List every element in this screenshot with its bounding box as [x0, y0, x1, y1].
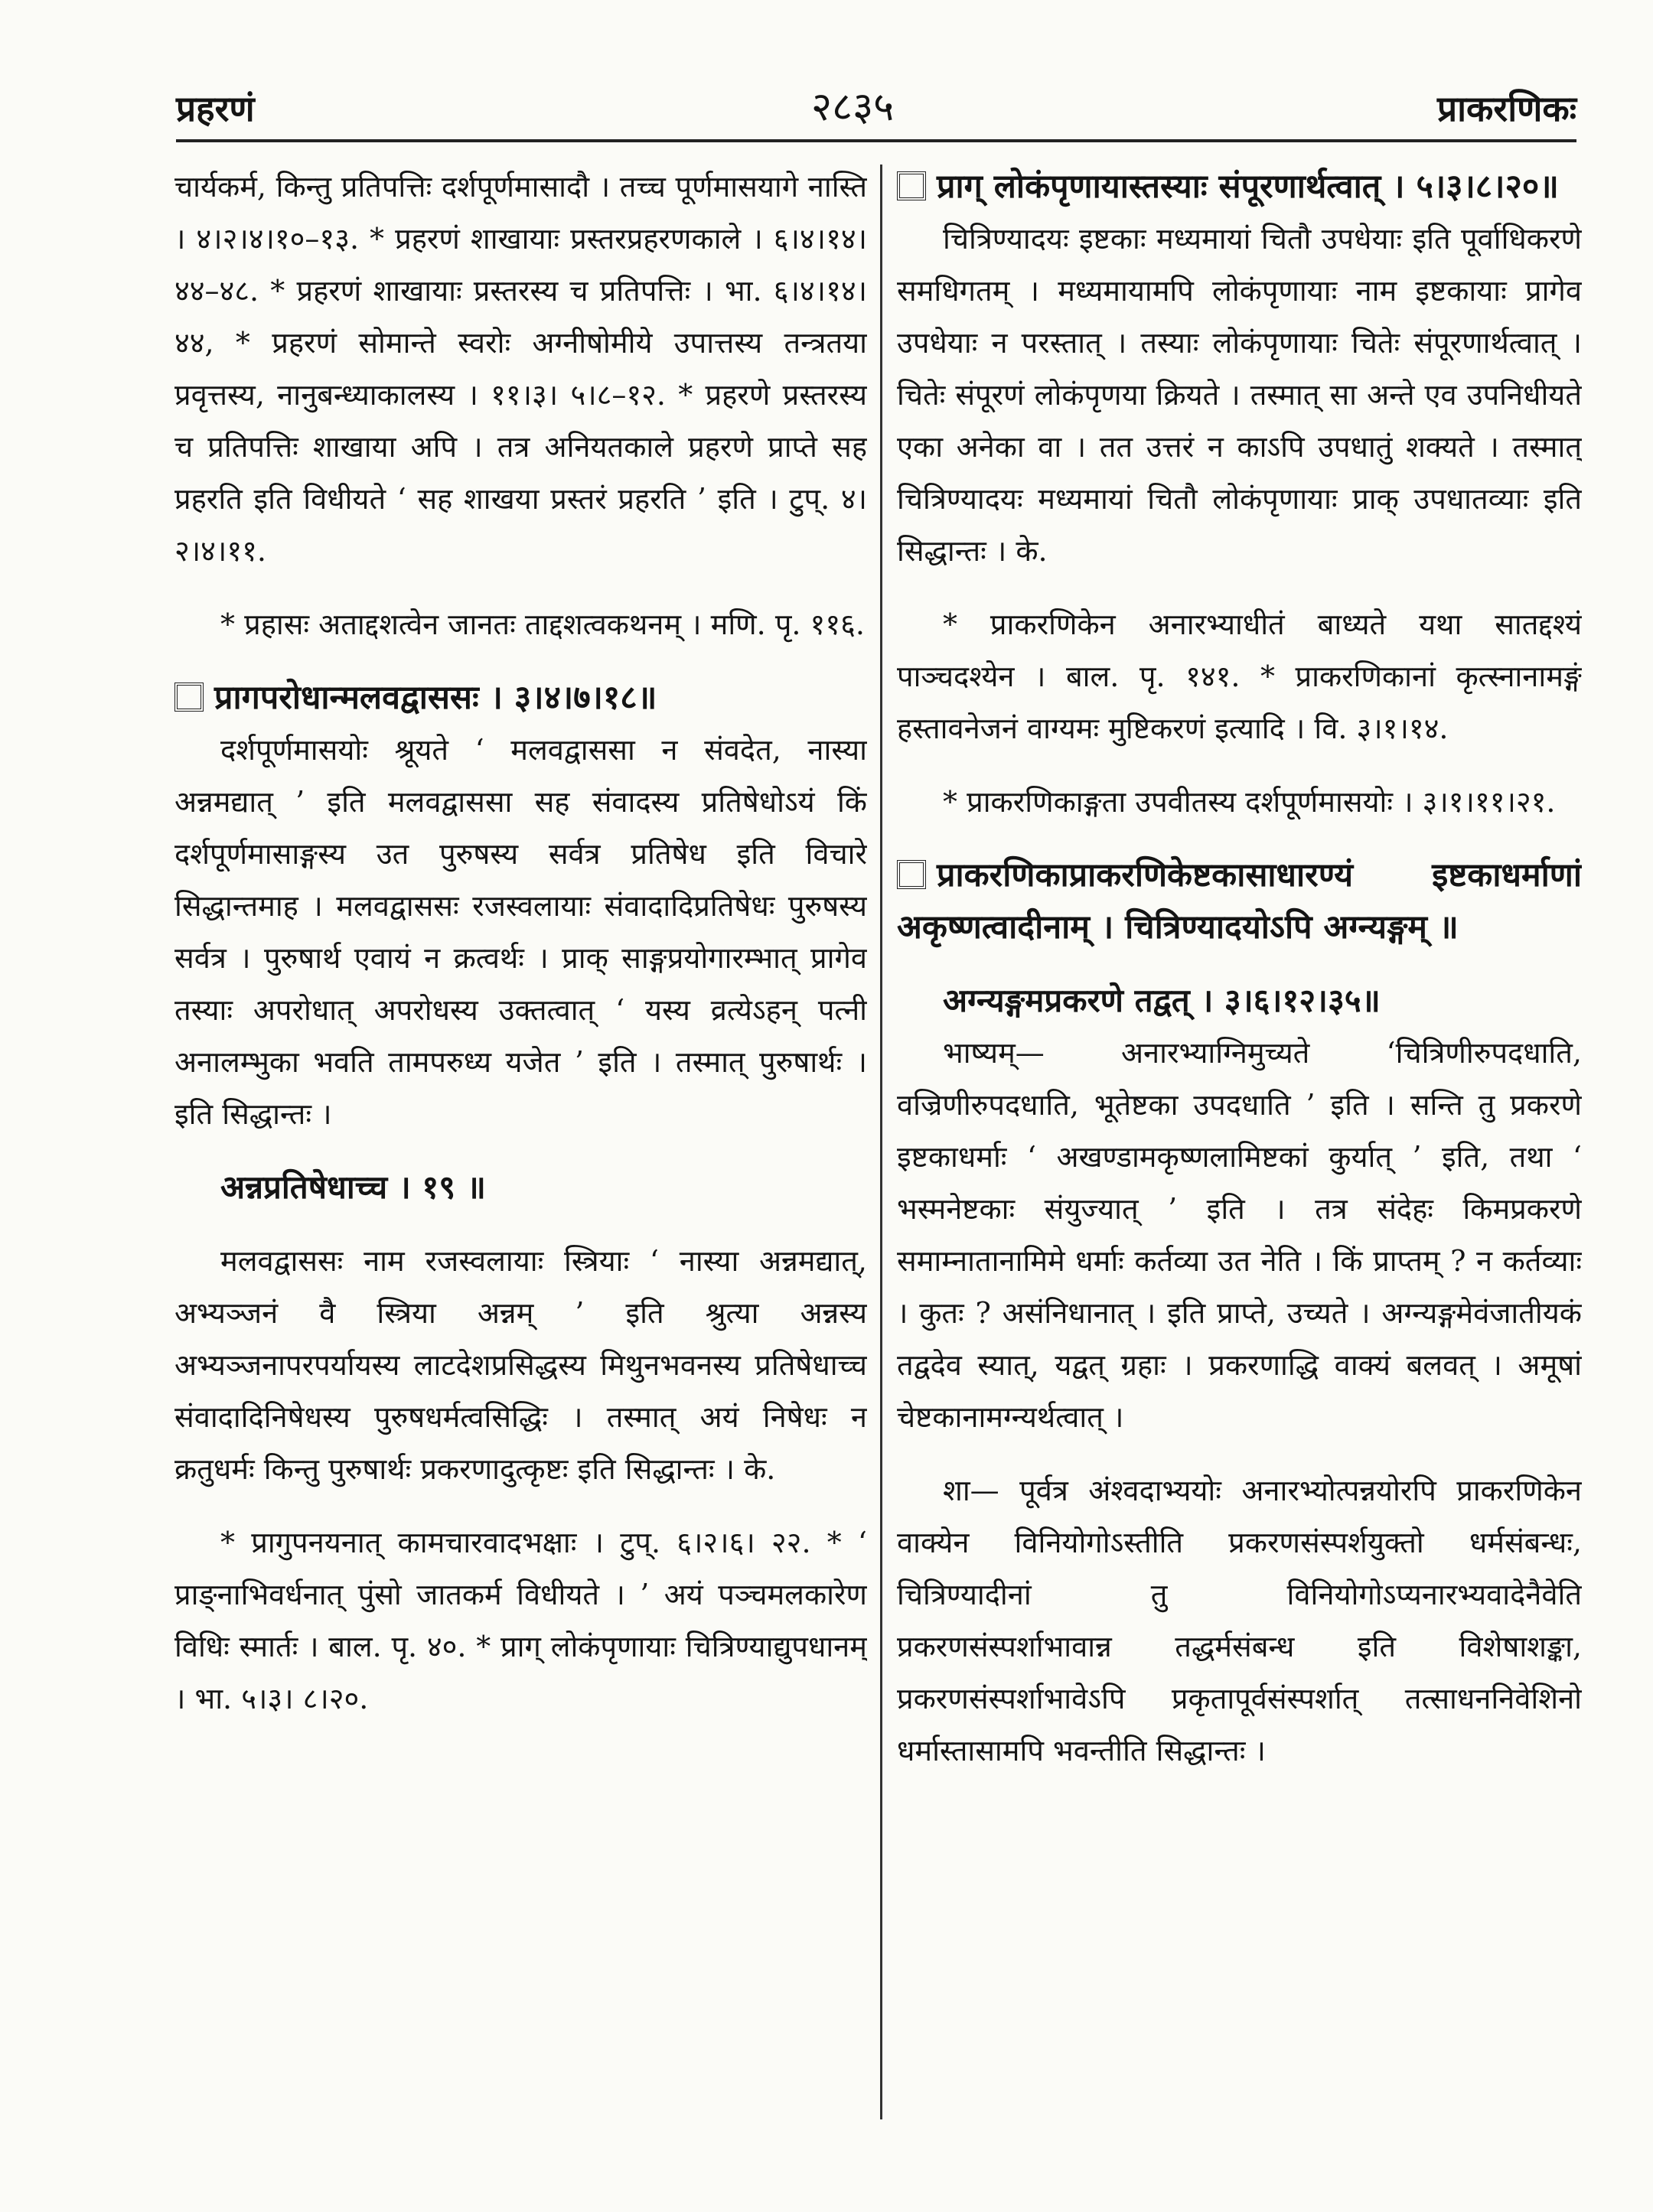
- left-column: [174, 161, 867, 2119]
- sutra-heading: अग्न्यङ्गमप्रकरणे तद्वत् । ३।६।१२।३५॥: [943, 982, 1381, 1019]
- right-column: [897, 161, 1582, 2119]
- header-right-catchword: प्राकरणिकः: [1436, 88, 1576, 129]
- paragraph: शा— पूर्वत्र अंश्वदाभ्ययोः अनारभ्योत्पन्नयोरपि प्राकरणिकेन वाक्येन विनियोगोऽस्तीति प्रकरणसंस्पर्शयुक्तो धर्मसंबन्धः, चित्रिण्यादीनां तु विनियोगोऽप्यनारभ्यवादेनैवेति प्रकरणसंस्पर्शाभावान्न तद्धर्मसंबन्ध इति विशेषाशङ्का, प्रकरणसंस्पर्शाभावेऽपि प्रकृतापूर्वसंस्पर्शात् तत्साधननिवेशिनो धर्मास्तासामपि भवन्तीति सिद्धान्तः ।: [897, 1474, 1582, 1767]
- paragraph: * प्रागुपनयनात् कामचारवादभक्षाः । टुप्. ६।२।६। २२. * ‘ प्राङ्नाभिवर्धनात् पुंसो जातकर्म विधीयते । ’ अयं पञ्चमलकारेण विधिः स्मार्तः । बाल. पृ. ४०. * प्राग् लोकंपृणायाः चित्रिण्याद्युपधानम् । भा. ५।३। ८।२०.: [174, 1526, 867, 1715]
- paragraph: मलवद्वाससः नाम रजस्वलायाः स्त्रियाः ‘ नास्या अन्नमद्यात्, अभ्यञ्जनं वै स्त्रिया अन्नम् ’ इति श्रुत्या अन्नस्य अभ्यञ्जनापरपर्यायस्य लाटदेशप्रसिद्धस्य मिथुनभवनस्य प्रतिषेधाच्च संवादादिनिषेधस्य पुरुषधर्मत्वसिद्धिः । तस्मात् अयं निषेधः न क्रतुधर्मः किन्तु पुरुषार्थः प्रकरणादुत्कृष्टः इति सिद्धान्तः । के.: [174, 1244, 867, 1486]
- paragraph: * प्राकरणिकेन अनारभ्याधीतं बाध्यते यथा सातद्दश्यं पाञ्चदश्येन । बाल. पृ. १४१. * प्राकरणिकानां कृत्स्नानामङ्गं हस्तावनेजनं वाग्यमः मुष्टिकरणं इत्यादि । वि. ३।१।१४.: [897, 608, 1582, 745]
- paragraph: भाष्यम्— अनारभ्याग्निमुच्यते ‘चित्रिणीरुपदधाति, वज्रिणीरुपदधाति, भूतेष्टका उपदधाति ’ इति । सन्ति तु प्रकरणे इष्टकाधर्माः ‘ अखण्डामकृष्णलामिष्टकां कुर्यात् ’ इति, तथा ‘ भस्मनेष्टकाः संयुज्यात् ’ इति । तत्र संदेहः किमप्रकरणे समाम्नातानामिमे धर्माः कर्तव्या उत नेति । किं प्राप्तम् ? न कर्तव्याः । कुतः ? असंनिधानात् । इति प्राप्ते, उच्यते । अग्न्यङ्गमेवंजातीयकं तद्वदेव स्यात्, यद्वत् ग्रहाः । प्रकरणाद्धि वाक्यं बलवत् । अमूषां चेष्टकानामग्न्यर्थत्वात् ।: [897, 1036, 1582, 1434]
- sutra-heading: प्राग् लोकंपृणायास्तस्याः संपूरणार्थत्वात् । ५।३।८।२०॥: [897, 161, 1582, 213]
- paragraph: चित्रिण्यादयः इष्टकाः मध्यमायां चितौ उपधेयाः इति पूर्वाधिकरणे समधिगतम् । मध्यमायामपि लोकंपृणायाः नाम इष्टकायाः प्रागेव उपधेयाः न परस्तात् । तस्याः लोकंपृणायाः चितेः संपूरणार्थत्वात् । चितेः संपूरणं लोकंपृणया क्रियते । तस्मात् सा अन्ते एव उपनिधीयते एका अनेका वा । तत उत्तरं न काऽपि उपधातुं शक्यते । तस्मात् चित्रिण्यादयः मध्यमायां चितौ लोकंपृणायाः प्राक् उपधातव्याः इति सिद्धान्तः । के.: [897, 222, 1582, 568]
- sutra-mark-icon: [897, 860, 926, 889]
- page-header: [176, 70, 1576, 142]
- sutra-mark-icon: [174, 682, 204, 712]
- sutra-mark-icon: [897, 171, 926, 200]
- column-divider: [880, 165, 882, 2119]
- sutra-heading: प्राकरणिकाप्राकरणिकेष्टकासाधारण्यं इष्टकाधर्माणां अकृष्णत्वादीनाम् । चित्रिण्यादयोऽपि अग्न्यङ्गम् ॥: [897, 856, 1582, 946]
- header-left-catchword: प्रहरणं: [176, 88, 255, 129]
- paragraph: * प्राकरणिकाङ्गता उपवीतस्य दर्शपूर्णमासयोः । ३।१।११।२१.: [943, 785, 1556, 819]
- paragraph: * प्रहासः अताद्दशत्वेन जानतः ताद्दशत्वकथनम् । मणि. पृ. ११६.: [220, 608, 865, 641]
- paragraph: दर्शपूर्णमासयोः श्रूयते ‘ मलवद्वाससा न संवदेत, नास्या अन्नमद्यात् ’ इति मलवद्वाससा सह संवादस्य प्रतिषेधोऽयं किं दर्शपूर्णमासाङ्गस्य उत पुरुषस्य सर्वत्र प्रतिषेध इति विचारे सिद्धान्तमाह । मलवद्वाससः रजस्वलायाः संवादादिप्रतिषेधः पुरुषस्य सर्वत्र । पुरुषार्थ एवायं न क्रत्वर्थः । प्राक् साङ्गप्रयोगारम्भात् प्रागेव तस्याः अपरोधात् अपरोधस्य उक्तत्वात् ‘ यस्य व्रत्येऽहन् पत्नी अनालम्भुका भवति तामपरुध्य यजेत ’ इति । तस्मात् पुरुषार्थः । इति सिद्धान्तः ।: [174, 733, 867, 1131]
- sutra-heading: अन्नप्रतिषेधाच्च । १९ ॥: [220, 1168, 486, 1206]
- paragraph: चार्यकर्म, किन्तु प्रतिपत्तिः दर्शपूर्णमासादौ । तच्च पूर्णमासयागे नास्ति । ४।२।४।१०–१३. * प्रहरणं शाखायाः प्रस्तरप्रहरणकाले । ६।४।१४।४४–४८. * प्रहरणं शाखायाः प्रस्तरस्य च प्रतिपत्तिः । भा. ६।४।१४।४४, * प्रहरणं सोमान्ते स्वरोः अग्नीषोमीये उपात्तस्य तन्त्रतया प्रवृत्तस्य, नानुबन्ध्याकालस्य । ११।३। ५।८–१२. * प्रहरणे प्रस्तरस्य च प्रतिपत्तिः शाखाया अपि । तत्र अनियतकाले प्रहरणे प्राप्ते सह प्रहरति इति विधीयते ‘ सह शाखया प्रस्तरं प्रहरति ’ इति । टुप्. ४।२।४।११.: [174, 170, 867, 568]
- sutra-heading: प्रागपरोधान्मलवद्वाससः । ३।४।७।१८॥: [174, 672, 867, 724]
- page-number: २८३५: [811, 84, 895, 130]
